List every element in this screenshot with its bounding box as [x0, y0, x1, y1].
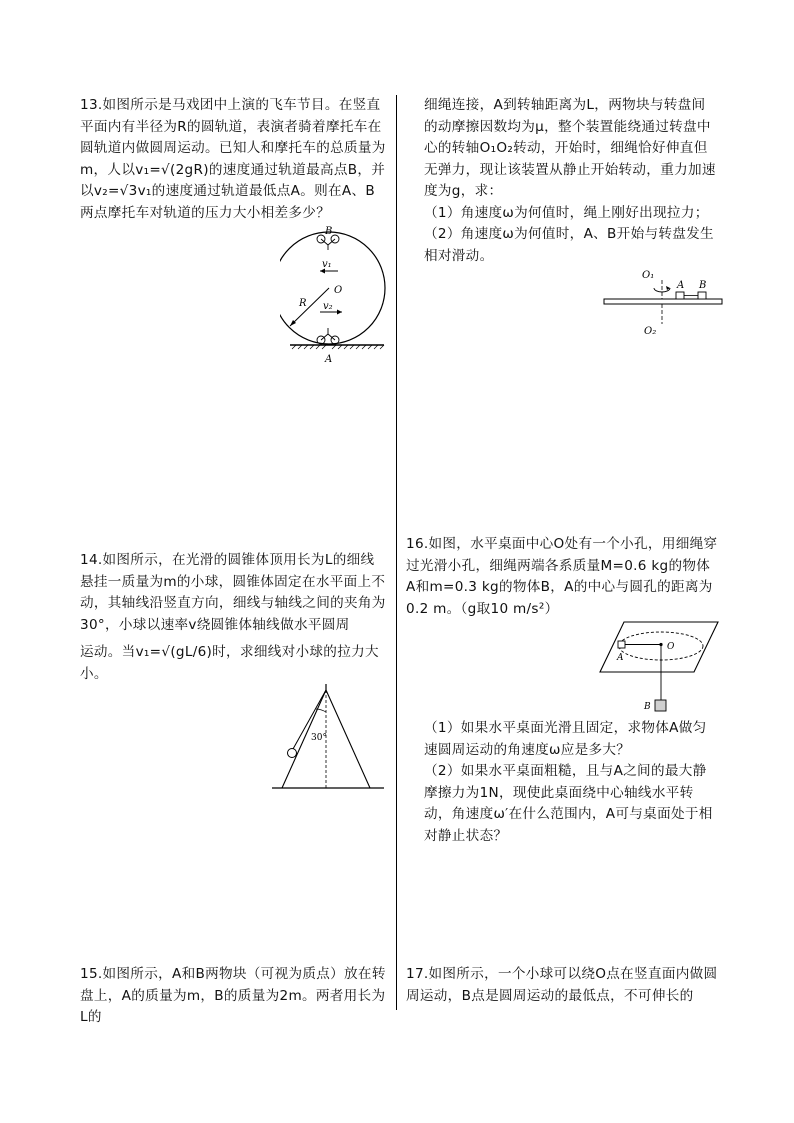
- q15-label-b: B: [699, 280, 707, 291]
- q13-text-a: 13.如图所示是马戏团中上演的飞车节目。在竖直平面内有半径为R的圆轨道，表演者骑着摩托车在圆轨道内做圆周运动。已知人和摩托车的总质量为m，人以v: [80, 97, 386, 178]
- question-14: [80, 550, 386, 685]
- q15-text: 15.如图所示，A和B两物块（可视为质点）放在转盘上，A的质量为m，B的质量为2m。两者用长为L的: [80, 966, 386, 1025]
- q16-item-2: （2）如果水平桌面粗糙，且与A之间的最大静摩擦力为1N，现使此桌面绕中心轴线水平转动，角速度ω′在什么范围内，A可与桌面处于相对静止状态？: [424, 763, 713, 844]
- q16-text: 16.如图，水平桌面中心O处有一个小孔，用细绳穿过光滑小孔，细绳两端各系质量M=0.6 kg的物体A和m=0.3 kg的物体B，A的中心与圆孔的距离为0.2 m。（g取10 m/s²）: [406, 536, 718, 617]
- q16-label-b: B: [644, 702, 651, 712]
- q14-text: 14.如图所示，在光滑的圆锥体顶用长为L的细线悬挂一质量为m的小球，圆锥体固定在水平面上不动，其轴线沿竖直方向，细线与轴线之间的夹角为30°，小球以速率v绕圆锥体轴线做水平圆周: [80, 552, 386, 633]
- q15-item-2: （2）角速度ω为何值时，A、B开始与转盘发生相对滑动。: [424, 226, 714, 264]
- q13-label-v1: v₁: [322, 259, 332, 270]
- q15-label-a: A: [677, 280, 685, 291]
- question-16-parts: [424, 718, 718, 847]
- question-13: [80, 95, 386, 224]
- q13-label-b: B: [325, 226, 333, 237]
- q16-label-a: A: [617, 653, 624, 663]
- q16-figure: [596, 620, 724, 714]
- q15-item-1: （1）角速度ω为何值时，绳上刚好出现拉力；: [424, 204, 709, 221]
- q13-label-r: R: [299, 298, 307, 309]
- question-15-continued: [424, 95, 718, 267]
- q14-text-b: 运动。当v₁=√(gL/6)时，求细线对小球的拉力大小。: [80, 644, 379, 682]
- q13-figure: [280, 222, 390, 372]
- q15-cont-text: 细绳连接，A到转轴距离为L，两物块与转盘间的动摩擦因数均为μ，整个装置能绕通过转盘中心的转轴O₁O₂转动，开始时，细绳恰好伸直但无弹力，现让该装置从静止开始转动，重力加速度为g，求：: [424, 97, 716, 199]
- q15-label-o2: O₂: [644, 326, 657, 337]
- q13-label-a: A: [325, 354, 333, 365]
- q14-figure: [268, 682, 388, 794]
- q13-label-o: O: [334, 285, 343, 296]
- q14-label-angle: 30°: [311, 733, 327, 743]
- q13-formula-v1: ₁=√(2gR): [143, 161, 209, 178]
- q16-item-1: （1）如果水平桌面光滑且固定，求物体A做匀速圆周运动的角速度ω应是多大？: [424, 720, 707, 758]
- q13-text-b: 的速度通过轨道最高点B，并以v₂=√3v₁的速度通过轨道最低点A。则在A、B两点摩托车对轨道的压力大小相差多少？: [80, 161, 386, 221]
- question-16: [406, 534, 718, 620]
- q13-label-v2: v₂: [323, 301, 333, 312]
- q16-label-o: O: [667, 642, 675, 652]
- question-15: [80, 964, 386, 1029]
- column-divider: [396, 95, 397, 1010]
- q17-text: 17.如图所示，一个小球可以绕O点在竖直面内做圆周运动，B点是圆周运动的最低点，不可伸长的: [406, 966, 718, 1004]
- q15-label-o1: O₁: [642, 270, 655, 281]
- q15-figure: [600, 266, 725, 338]
- question-17: [406, 964, 718, 1007]
